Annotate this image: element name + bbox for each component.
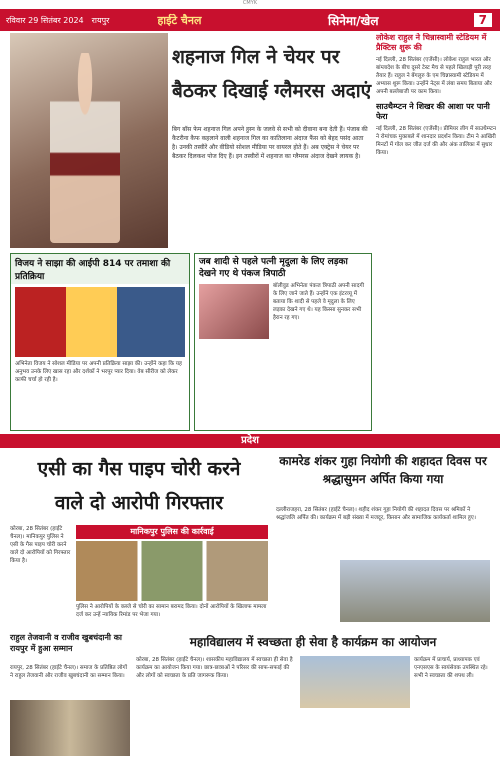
page-number: 7: [474, 13, 492, 27]
honor-headline: राहुल तेजवानी व राजीव खुबचंदानी का रायपुर में हुआ सम्मान: [10, 633, 122, 653]
rally-photo: [340, 560, 490, 622]
lead-headline-line2: बैठकर दिखाई ग्लैमरस अदाएं: [172, 80, 372, 102]
college-body: कोरबा, 28 सितंबर (हाईटे चैनल)। शासकीय महाविद्यालय में स्वच्छता ही सेवा है कार्यक्रम का आयोजन किया गया। छात्र-छात्राओं ने परिसर की साफ-सफाई की और लोगों को स्वच्छता के प्रति जागरूक किया।: [136, 657, 293, 679]
actress-figure: [50, 53, 120, 243]
lead-photo: [10, 33, 168, 248]
police-banner: मानिकपुर पुलिस की कार्रवाई: [76, 525, 268, 539]
rally-body: दल्लीराजहरा, 28 सितंबर (हाईटे चैनल)। शहीद शंकर गुहा नियोगी की शहादत दिवस पर श्रमिकों ने श्रद्धांजलि अर्पित की। कार्यक्रम में बड़ी संख्या में मजदूर, किसान और सामाजिक कार्यकर्ता शामिल हुए।: [276, 507, 476, 521]
city-name: रायपुर: [91, 15, 110, 25]
vijay-photo: [15, 287, 185, 357]
college-body-2: कार्यक्रम में प्राचार्य, प्राध्यापक एवं एनएसएस के स्वयंसेवक उपस्थित रहे। सभी ने स्वच्छता की शपथ ली।: [414, 657, 488, 679]
right-story-1-title: लोकेश राहुल ने चिन्नास्वामी स्टेडियम में प्रैक्टिस शुरू की: [376, 33, 487, 52]
police-story: [10, 525, 268, 630]
vijay-body: अभिनेता विजय ने सोशल मीडिया पर अपनी प्रतिक्रिया साझा की। उन्होंने कहा कि यह अनुभव उनके लिए खास रहा और दर्शकों ने भरपूर प्यार दिया। वेब सीरीज को लेकर काफी चर्चा हो रही है।: [15, 361, 182, 383]
honor-body: रायपुर, 28 सितंबर (हाईटे चैनल)। समाज के प्रतिष्ठित लोगों ने राहुल तेजवानी और राजीव खुबचंदानी का सम्मान किया।: [10, 665, 128, 679]
right-story-2-title: साउथैम्प्टन ने शिखर की आशा पर पानी फेरा: [376, 102, 490, 121]
section-bar-pradesh: प्रदेश: [0, 434, 500, 448]
right-column: [376, 33, 496, 431]
story-box-vijay: [10, 253, 190, 431]
section-name: सिनेमा/खेल: [328, 13, 379, 28]
pankaj-photo: [199, 284, 269, 339]
police-photos: [76, 541, 268, 601]
college-photo: [300, 656, 410, 708]
gas-headline-line1: एसी का गैस पाइप चोरी करने: [37, 458, 241, 480]
vijay-title: विजय ने साझा की आईपी 814 पर तमाशा की प्रतिक्रिया: [11, 254, 189, 284]
lead-headline-line1: शहनाज गिल ने चेयर पर: [172, 46, 340, 68]
right-story-1-body: नई दिल्ली, 28 सितंबर (एजेंसी)। लोकेश राहुल भारत और बांग्लादेश के बीच दूसरे टेस्ट मैच से पहले खिलाड़ी पूरी तरह तैयार हैं। राहुल ने बेंगलुरु के एम चिन्नास्वामी स्टेडियम में अभ्यास शुरू किया। उन्होंने नेट्स में लंबा समय बिताया और अपनी बल्लेबाजी पर काम किया।: [376, 57, 492, 95]
pankaj-title: जब शादी से पहले पत्नी मृदुला के लिए लड़का देखने गए थे पंकज त्रिपाठी: [199, 257, 348, 279]
honor-photo: [10, 700, 130, 756]
issue-date: रविवार 29 सितंबर 2024: [6, 15, 84, 25]
masthead-brand: हाईटे चैनल: [157, 13, 202, 27]
pankaj-body: बॉलीवुड अभिनेता पंकज त्रिपाठी अपनी सादगी के लिए जाने जाते हैं। उन्होंने एक इंटरव्यू में बताया कि शादी से पहले वे मृदुला के लिए लड़का देखने गए थे। यह किस्सा सुनकर सभी हैरान रह गए।: [273, 283, 365, 321]
police-column-text: कोरबा, 28 सितंबर (हाईटे चैनल)। मानिकपुर पुलिस ने एसी के गैस पाइप चोरी करने वाले दो आरोपियों को गिरफ्तार किया है।: [10, 526, 71, 564]
lead-body: बिग बॉस फेम शहनाज गिल अपने हुस्न के जलवे से सभी को दीवाना बना देती हैं। पंजाब की कैटरीना कैफ कहलाने वाली शहनाज गिल का कातिलाना अंदाज फैंस को बेहद पसंद आता है। उनकी तस्वीरें और वीडियो सोशल मीडिया पर वायरल होते हैं। अब एक्ट्रेस ने चेयर पर बैठकर दिलकश पोज दिए हैं। इन तस्वीरों में शहनाज का ग्लैमरस अंदाज देखने लायक है।: [172, 126, 368, 160]
print-registration: CMYK: [242, 0, 258, 6]
gas-headline-line2: वाले दो आरोपी गिरफ्तार: [54, 492, 224, 514]
college-headline: महाविद्यालय में स्वच्छता ही सेवा है कार्यक्रम का आयोजन: [189, 635, 437, 649]
gas-headline: [10, 452, 268, 522]
lead-headline: [172, 40, 372, 120]
police-caption: पुलिस ने आरोपियों के कब्जे से चोरी का सामान बरामद किया। दोनों आरोपियों के खिलाफ मामला दर्ज कर उन्हें न्यायिक रिमांड पर भेजा गया।: [76, 604, 267, 618]
story-box-pankaj: [194, 253, 372, 431]
page-header: [0, 9, 500, 31]
header-left: [0, 9, 320, 31]
header-right: [320, 9, 500, 31]
right-story-2-body: नई दिल्ली, 28 सितंबर (एजेंसी)। प्रीमियर लीग में साउथैम्प्टन ने रोमांचक मुकाबले में शानदार प्रदर्शन किया। टीम ने आखिरी मिनटों में गोल कर जीत दर्ज की और अंक तालिका में सुधार किया।: [376, 126, 496, 156]
rally-headline: कामरेड शंकर गुहा नियोगी की शहादत दिवस पर श्रद्धासुमन अर्पित किया गया: [279, 454, 487, 486]
